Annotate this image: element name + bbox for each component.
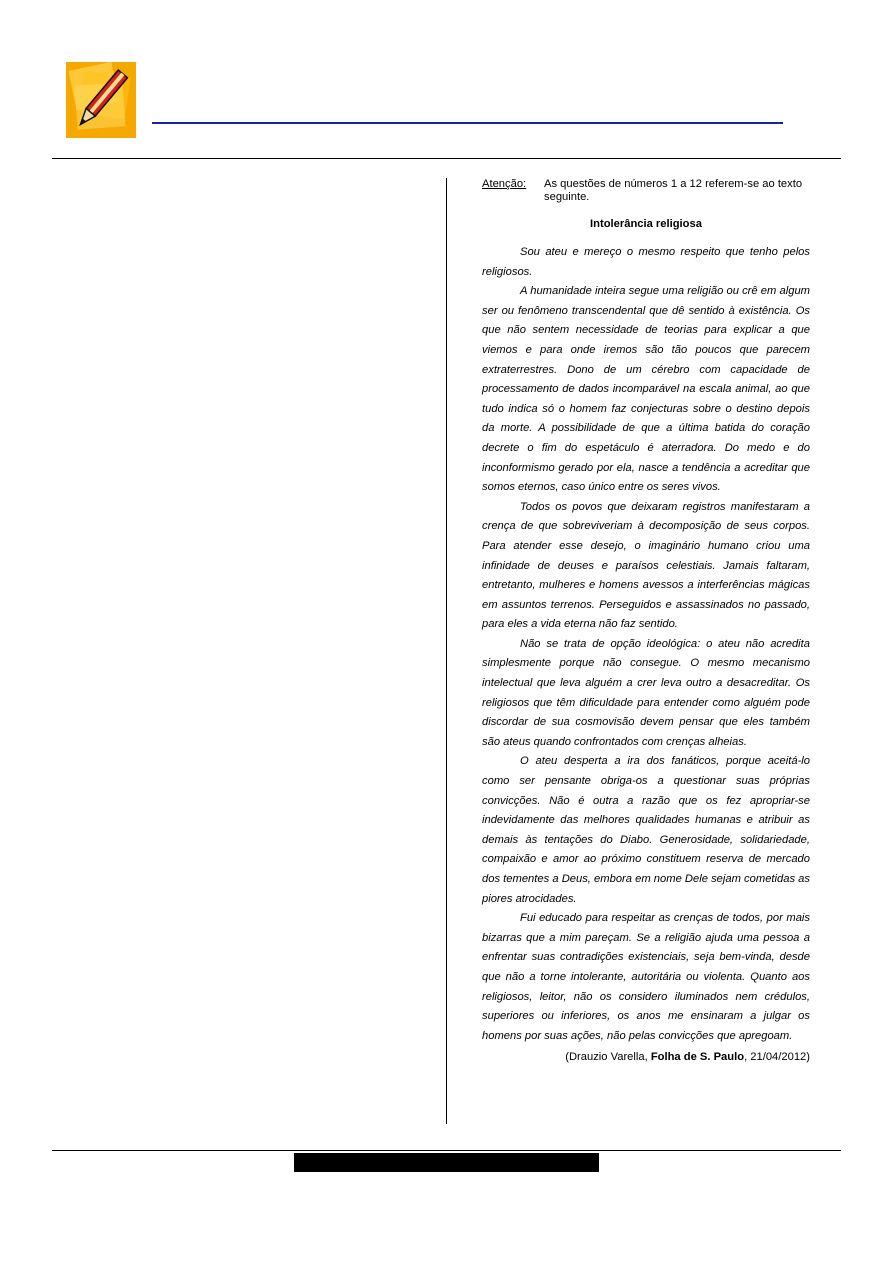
article-source (482, 1048, 810, 1068)
article-column (482, 178, 810, 1068)
attention-label: Atenção: (482, 178, 527, 190)
paragraph: Sou ateu e mereço o mesmo respeito que tenho pelos religiosos. (482, 246, 810, 278)
article-body (482, 243, 810, 1046)
column-divider (446, 178, 447, 1124)
source-suffix: , 21/04/2012) (744, 1051, 810, 1064)
footer-bar (294, 1153, 599, 1172)
bottom-divider (52, 1150, 841, 1151)
pencil-logo-icon (64, 60, 138, 140)
header-rule (152, 122, 783, 124)
paragraph: O ateu desperta a ira dos fanáticos, porque aceitá-lo como ser pensante obriga-os a questionar suas próprias convicções. Não é outra a razão que os fez apropriar-se indevidamente das melhores qualidades humanas e atribuir as demais às tentações do Diabo. Generosidade, solidariedade, compaixão e amor ao próximo constituem reserva de mercado dos tementes a Deus, embora em nome Dele sejam cometidas as piores atrocidades. (482, 755, 810, 905)
top-divider (52, 158, 841, 159)
attention-note (482, 178, 810, 204)
article-title: Intolerância religiosa (590, 218, 702, 230)
paragraph: Fui educado para respeitar as crenças de todos, por mais bizarras que a mim pareçam. Se a religião ajuda uma pessoa a enfrentar suas contradições existenciais, seja bem-vinda, desde que não a torne intolerante, autoritária ou violenta. Quanto aos religiosos, leitor, não os considero iluminados nem crédulos, superiores ou inferiores, os anos me ensinaram a julgar os homens por suas ações, não pelas convicções que apregoam. (482, 912, 810, 1042)
paragraph: Todos os povos que deixaram registros manifestaram a crença de que sobreviveriam à decomposição de seus corpos. Para atender esse desejo, o imaginário humano criou uma infinidade de deuses e paraísos celestiais. Jamais faltaram, entretanto, mulheres e homens avessos a interferências mágicas em assuntos terrenos. Perseguidos e assassinados no passado, para eles a vida eterna não faz sentido. (482, 500, 810, 631)
paragraph: A humanidade inteira segue uma religião ou crê em algum ser ou fenômeno transcendental que dê sentido à existência. Os que não sentem necessidade de teorias para explicar a que viemos e para onde iremos são tão poucos que parecem extraterrestres. Dono de um cérebro com capacidade de processamento de dados incomparável na escala animal, ao que tudo indica só o homem faz conjecturas sobre o destino depois da morte. A possibilidade de que a última batida do coração decrete o fim do espetáculo é aterradora. Do medo e do inconformismo gerado por ela, nasce a tendência a acreditar que somos eternos, caso único entre os seres vivos. (482, 285, 810, 494)
source-publication: Folha de S. Paulo (650, 1051, 745, 1064)
attention-text: As questões de números 1 a 12 referem-se ao texto seguinte. (544, 178, 803, 203)
paragraph: Não se trata de opção ideológica: o ateu não acredita simplesmente porque não consegue. O mesmo mecanismo intelectual que leva alguém a crer leva outro a desacreditar. Os religiosos que têm dificuldade para entender como alguém pode discordar de sua cosmovisão devem pensar que eles também são ateus quando confrontados com crenças alheias. (482, 637, 810, 748)
source-prefix: (Drauzio Varella, (565, 1051, 651, 1064)
